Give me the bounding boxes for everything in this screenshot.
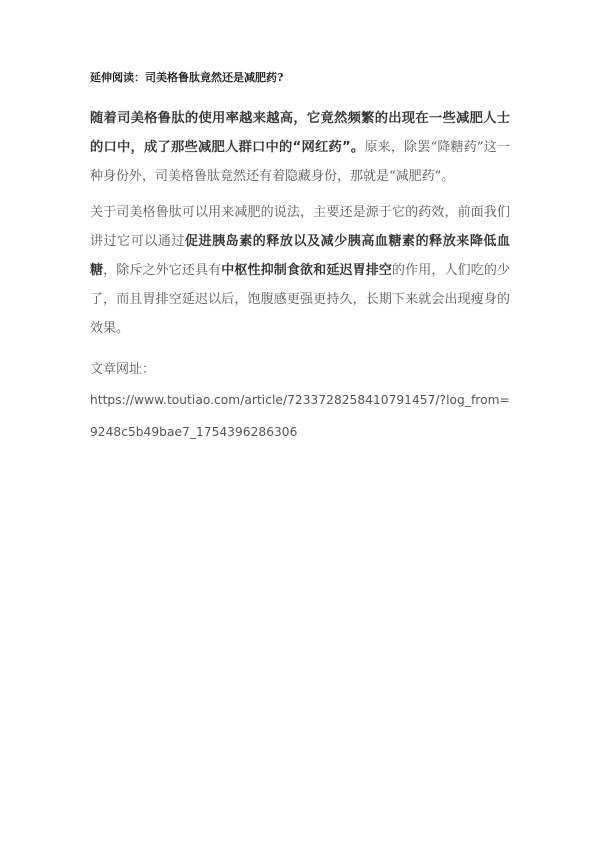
source-url-link[interactable]: https://www.toutiao.com/article/7233728258410791457/?log_from=9248c5b49bae7_1754396286306 [90,393,510,439]
mechanism-text-2: ，除斥之外它还具有 [103,263,222,278]
intro-rest-text: 原来，除罢“降糖药”这一种身份外，司美格鲁肽竟然还有着隐藏身份，那就是“减肥药”。 [90,140,510,184]
paragraph-intro [90,104,510,191]
mechanism-text-1: 关于司美格鲁肽可以用来减肥的说法，主要还是源于它的药效，前面我们讲过它可以通过 [90,205,510,249]
paragraph-mechanism [90,198,510,343]
mechanism-bold-1: 促进胰岛素的释放以及减少胰高血糖素的释放来降低血糖 [90,234,510,278]
mechanism-bold-2: 中枢性抑制食欲和延迟胃排空 [221,263,392,278]
document-page [90,70,510,448]
intro-bold-lead: 随着司美格鲁肽的使用率越来越高，它竟然频繁的出现在一些减肥人士的口中，成了那些减肥人群口中的“网红药”。 [90,111,510,155]
source-label: 文章网址： [90,362,156,377]
section-heading: 延伸阅读：司美格鲁肽竟然还是减肥药? [90,71,284,84]
mechanism-text-3: 的作用，人们吃的少了，而且胃排空延迟以后，饱腹感更强更持久，长期下来就会出现瘦身的效果。 [90,263,510,336]
